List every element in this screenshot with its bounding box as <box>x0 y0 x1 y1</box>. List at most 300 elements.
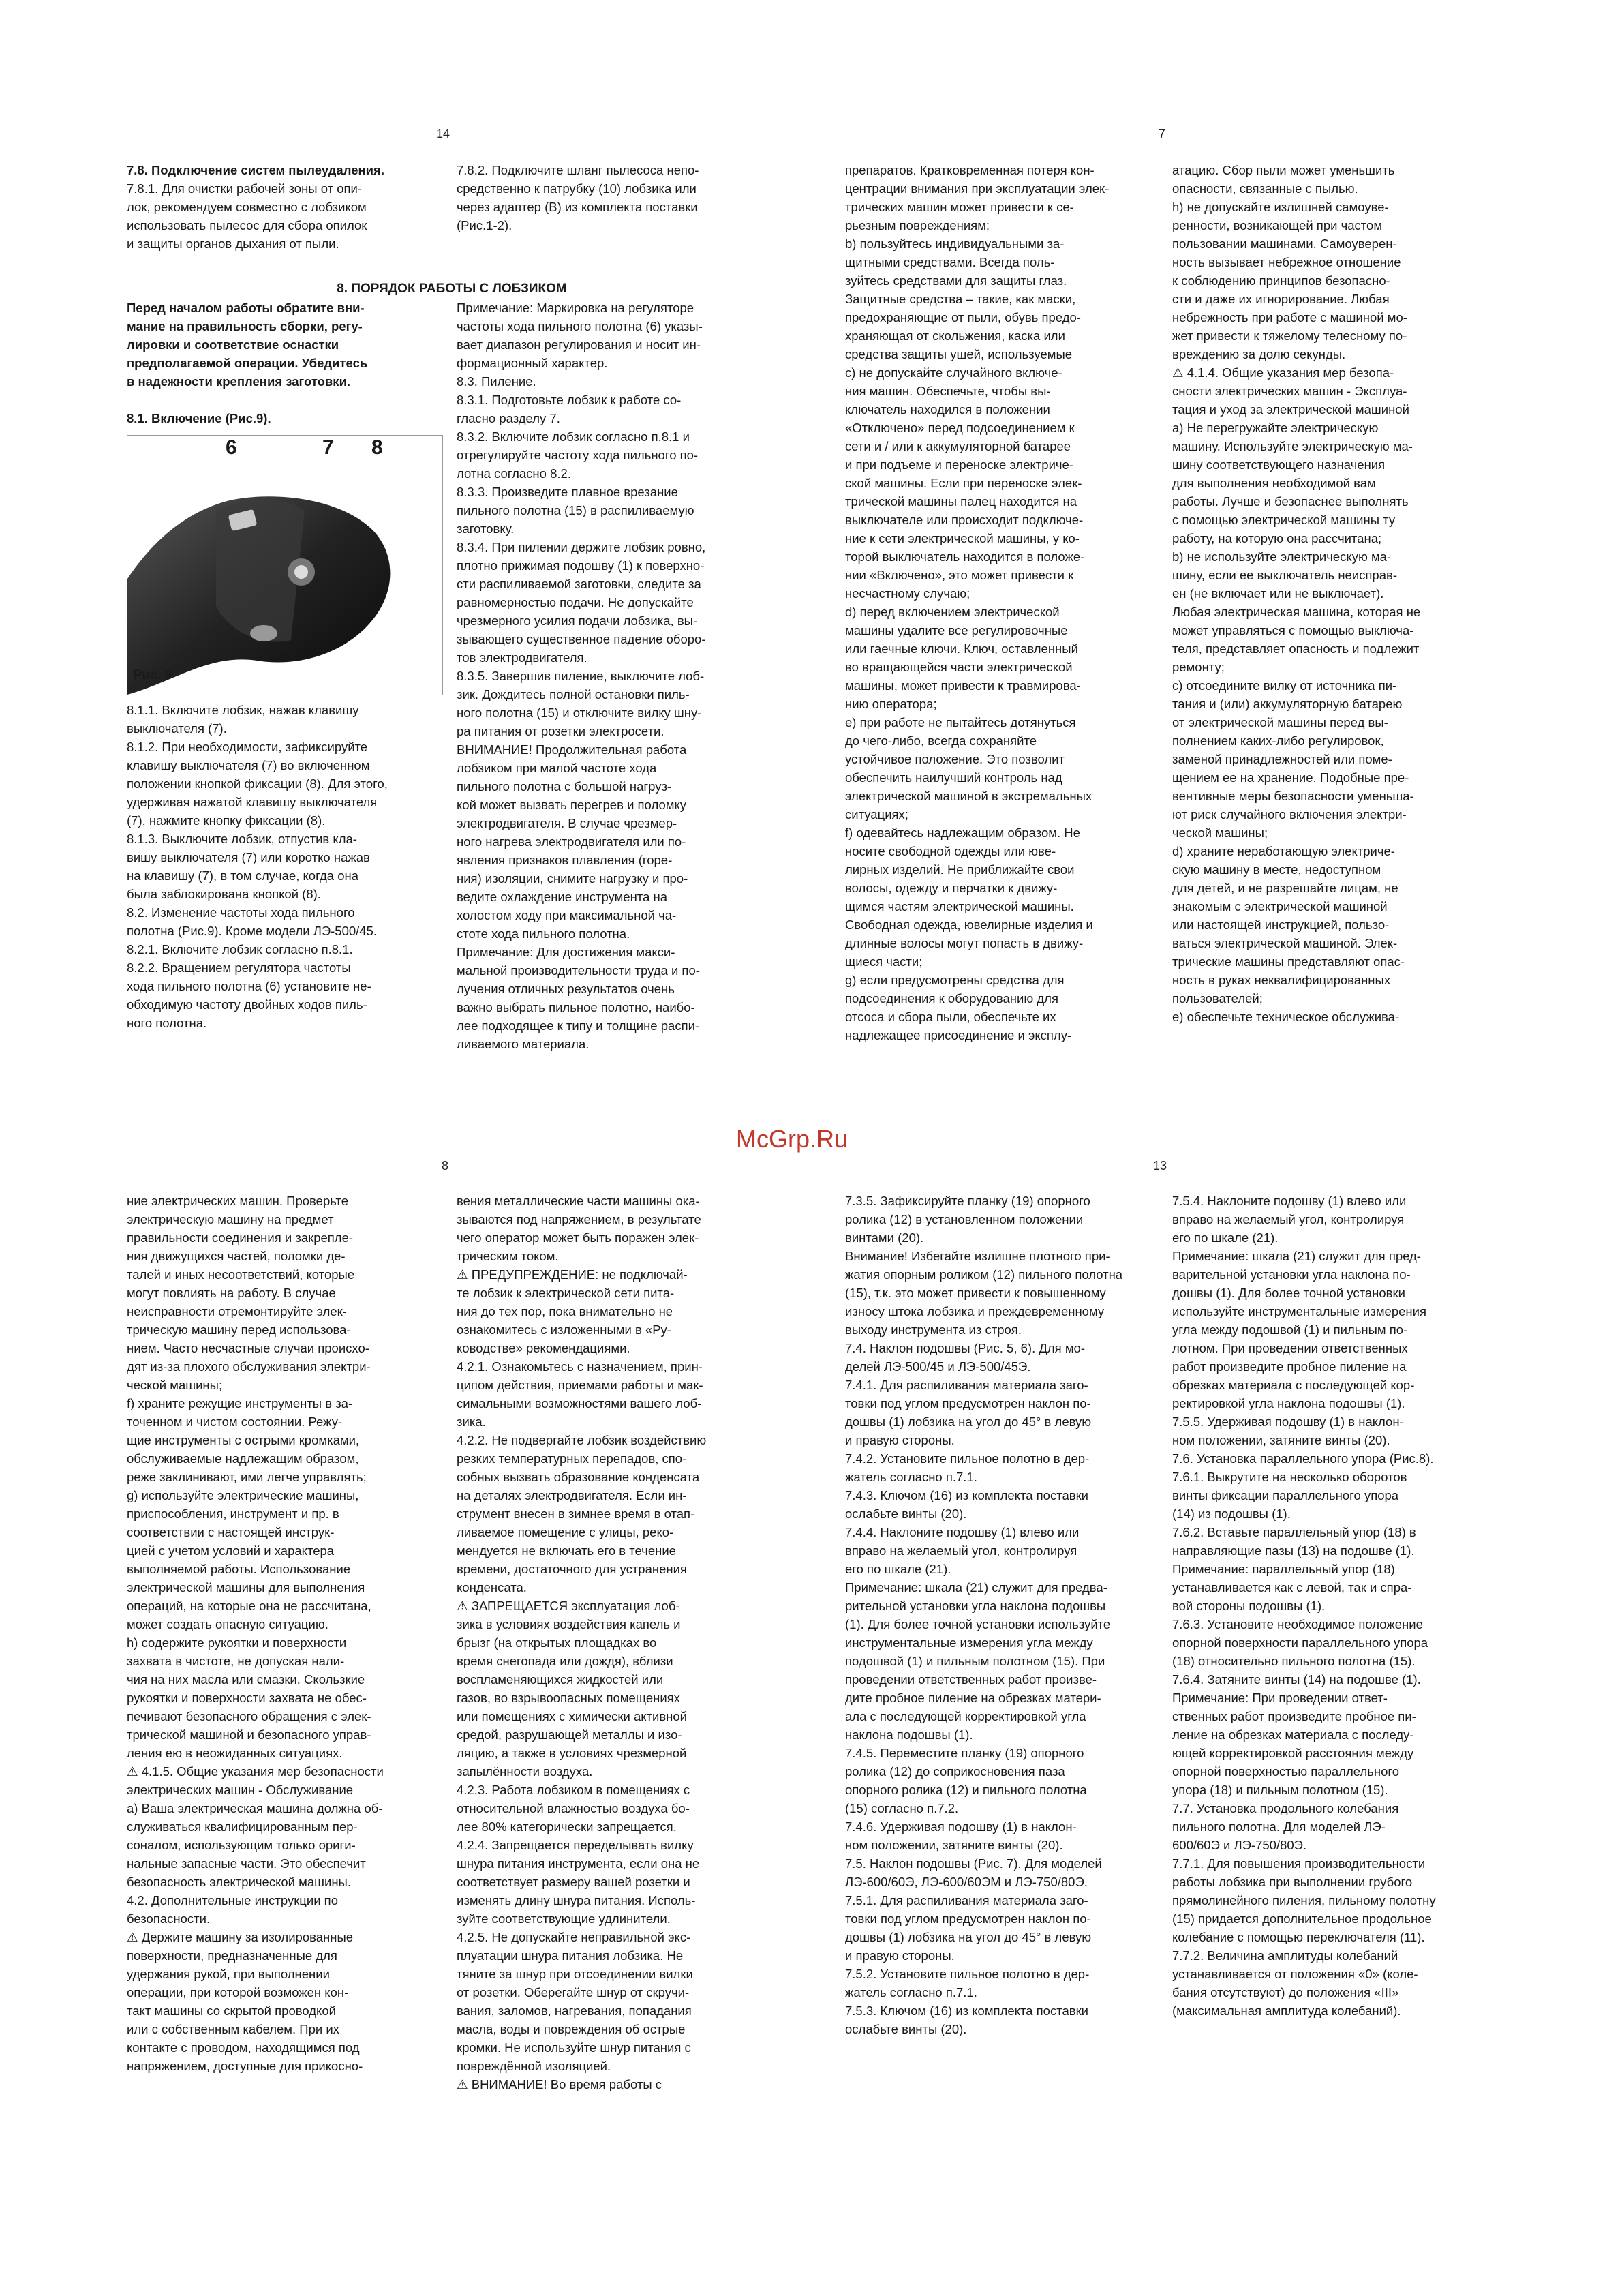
text-line: (14) из подошвы (1). <box>1172 1507 1291 1521</box>
text-line: ния) изоляции, снимите нагрузку и про- <box>457 871 688 886</box>
text-line: и правую стороны. <box>845 1948 955 1963</box>
text-line: вой стороны подошвы (1). <box>1172 1599 1326 1613</box>
text-line: опорной поверхности параллельного упора <box>1172 1635 1428 1650</box>
text-line: несчастному случаю; <box>845 586 970 601</box>
text-line: g) если предусмотрены средства для <box>845 973 1065 987</box>
text-line: прямолинейного пиления, пильному полотну <box>1172 1893 1436 1907</box>
text-line: (7), нажмите кнопку фиксации (8). <box>127 813 326 828</box>
text-line: Свободная одежда, ювелирные изделия и <box>845 918 1093 932</box>
text-line: 8.2.1. Включите лобзик согласно п.8.1. <box>127 942 353 956</box>
text-line: дят из-за плохого обслуживания электри- <box>127 1359 371 1374</box>
text-line: шину, если ее выключатель неисправ- <box>1172 568 1397 582</box>
text-line: 8.1.3. Выключите лобзик, отпустив кла- <box>127 832 357 846</box>
text-line: важно выбрать пильное полотно, наибо- <box>457 1000 695 1014</box>
text-line: симальными возможностями вашего лоб- <box>457 1396 702 1410</box>
text-line: «Отключено» перед подсоединением к <box>845 421 1075 435</box>
text-line: формационный характер. <box>457 356 608 370</box>
text-line: тация и уход за электрической машиной <box>1172 402 1409 417</box>
text-line: ном положении, затяните винты (20). <box>845 1838 1063 1852</box>
text-line: (1). Для более точной установки используйте <box>845 1617 1111 1631</box>
text-line: опасности, связанные с пылью. <box>1172 181 1358 196</box>
text-line: скую машину в месте, недоступном <box>1172 862 1381 877</box>
text-line: шину соответствующего назначения <box>1172 457 1386 472</box>
text-line: 8.1.2. При необходимости, зафиксируйте <box>127 740 368 754</box>
text-line: чия на них масла или смазки. Скользкие <box>127 1672 365 1687</box>
text-line: 7.4.5. Переместите планку (19) опорного <box>845 1746 1084 1760</box>
text-line: 7.7.1. Для повышения производительности <box>1172 1856 1426 1871</box>
text-line: обеспечить наилучший контроль над <box>845 770 1062 785</box>
p14-col2-bottom <box>457 299 777 1053</box>
text-line: обходимую частоту двойных ходов пиль- <box>127 997 367 1012</box>
text-line: упора (18) и пильным полотном (15). <box>1172 1783 1388 1797</box>
text-line: трическую машину перед использова- <box>127 1323 351 1337</box>
text-line: ливаемого материала. <box>457 1037 590 1051</box>
text-line: ют риск случайного включения электри- <box>1172 807 1407 821</box>
text-line: полотна (Рис.9). Кроме модели ЛЭ-500/45. <box>127 924 378 938</box>
text-line: ляцию, а также в условиях чрезмерной <box>457 1746 687 1760</box>
text-line: знакомым с электрической машиной <box>1172 899 1388 913</box>
text-line: электрических машин - Обслуживание <box>127 1783 354 1797</box>
figure-label-6: 6 <box>226 436 237 459</box>
text-line: ние к сети электрической машины, у ко- <box>845 531 1080 545</box>
text-line: 600/60Э и ЛЭ-750/80Э. <box>1172 1838 1307 1852</box>
text-line: ном положении, затяните винты (20). <box>1172 1433 1390 1447</box>
text-line: использовать пылесос для сбора опилок <box>127 218 367 232</box>
text-line: ренности, возникающей при частом <box>1172 218 1383 232</box>
text-line: зуйте соответствующие удлинители. <box>457 1912 671 1926</box>
text-line: собных вызвать образование конденсата <box>457 1470 700 1484</box>
text-line: 8.3.3. Произведите плавное врезание <box>457 485 678 499</box>
text-line: хода пильного полотна (6) установите не- <box>127 979 371 993</box>
text-line: d) храните неработающую электриче- <box>1172 844 1395 858</box>
text-line: d) перед включением электрической <box>845 605 1060 619</box>
text-line: мание на правильность сборки, регу- <box>127 319 363 333</box>
text-line: 8.3.5. Завершив пиление, выключите лоб- <box>457 669 705 683</box>
text-line: трических машин может привести к се- <box>845 200 1074 214</box>
text-line: длинные волосы могут попасть в движу- <box>845 936 1084 950</box>
text-line: пользователей; <box>1172 991 1263 1006</box>
text-line: вает диапазон регулирования и носит ин- <box>457 337 701 352</box>
text-line: ципом действия, приемами работы и мак- <box>457 1378 703 1392</box>
text-line: e) при работе не пытайтесь дотянуться <box>845 715 1076 729</box>
text-line: зываются под напряжением, в результате <box>457 1212 701 1226</box>
text-line: храняющая от скольжения, каска или <box>845 329 1065 343</box>
text-line: ⚠ ЗАПРЕЩАЕТСЯ эксплуатация лоб- <box>457 1599 680 1613</box>
text-line: (максимальная амплитуда колебаний). <box>1172 2004 1401 2018</box>
text-line: 7.4.2. Установите пильное полотно в дер- <box>845 1451 1090 1466</box>
text-line: контакте с проводом, находящимся под <box>127 2040 360 2055</box>
text-line: Примечание: Маркировка на регуляторе <box>457 301 694 315</box>
text-line: щие инструменты с острыми кромками, <box>127 1433 360 1447</box>
text-line: сети и / или к аккумуляторной батарее <box>845 439 1071 453</box>
text-line: тов электродвигателя. <box>457 650 587 665</box>
text-line: машины удалите все регулировочные <box>845 623 1068 637</box>
text-line: шнура питания инструмента, если она не <box>457 1856 700 1871</box>
text-line: приспособления, инструмент и пр. в <box>127 1507 339 1521</box>
text-line: те лобзик к электрической сети пита- <box>457 1286 675 1300</box>
text-line: ческой машины; <box>127 1378 223 1392</box>
text-line: с помощью электрической машины ту <box>1172 513 1396 527</box>
text-line: е) обеспечьте техническое обслужива- <box>1172 1010 1400 1024</box>
text-line: ческой машины; <box>1172 826 1268 840</box>
text-line: конденсата. <box>457 1580 527 1595</box>
text-line: явления признаков плавления (горе- <box>457 853 673 867</box>
text-line: рьезным повреждениям; <box>845 218 990 232</box>
text-line: стоте хода пильного полотна. <box>457 926 630 941</box>
text-line: жатель согласно п.7.1. <box>845 1470 977 1484</box>
text-line: Примечание: При проведении ответ- <box>1172 1691 1388 1705</box>
text-line: ния до тех пор, пока внимательно не <box>457 1304 673 1318</box>
text-line: лок, рекомендуем совместно с лобзиком <box>127 200 367 214</box>
text-line: ала с последующей корректировкой угла <box>845 1709 1086 1723</box>
text-line: варительной установки угла наклона по- <box>1172 1267 1411 1282</box>
text-line: ключатель находился в положении <box>845 402 1050 417</box>
text-line: 8.2. Изменение частоты хода пильного <box>127 905 355 920</box>
text-line: торой выключатель находится в положе- <box>845 549 1085 564</box>
text-line: 7.8.2. Подключите шланг пылесоса непо- <box>457 163 699 177</box>
text-line: холостом ходу при максимальной ча- <box>457 908 677 922</box>
figure-caption: Рис. 9 <box>134 668 172 682</box>
text-line: ознакомитесь с изложенными в «Ру- <box>457 1323 671 1337</box>
text-line: вправо на желаемый угол, контролируя <box>1172 1212 1405 1226</box>
text-line: удержания рукой, при выполнении <box>127 1967 330 1981</box>
text-line: 7.6.2. Вставьте параллельный упор (18) в <box>1172 1525 1416 1539</box>
text-line: ВНИМАНИЕ! Продолжительная работа <box>457 742 687 757</box>
text-line: c) не допускайте случайного включе- <box>845 365 1062 380</box>
text-line: соответствии с настоящей инструк- <box>127 1525 335 1539</box>
text-line: щиеся части; <box>845 954 923 969</box>
text-line: ность в руках неквалифицированных <box>1172 973 1391 987</box>
text-line: или помещениях с химически активной <box>457 1709 688 1723</box>
text-line: сности электрических машин - Эксплуа- <box>1172 384 1407 398</box>
text-line: 7.6.3. Установите необходимое положение <box>1172 1617 1423 1631</box>
text-line: сти и даже их игнорирование. Любая <box>1172 292 1390 306</box>
text-line: f) одевайтесь надлежащим образом. Не <box>845 826 1080 840</box>
text-line: равномерностью подачи. Не допускайте <box>457 595 694 609</box>
text-line: направляющие пазы (13) на подошве (1). <box>1172 1543 1415 1558</box>
text-line: ⚠ 4.1.5. Общие указания мер безопасности <box>127 1764 384 1779</box>
text-line: 4.2.2. Не подвергайте лобзик воздействию <box>457 1433 707 1447</box>
text-line: время снегопада или дождя), вблизи <box>457 1654 673 1668</box>
text-line: а) Ваша электрическая машина должна об- <box>127 1801 383 1815</box>
text-line: электрическую машину на предмет <box>127 1212 334 1226</box>
text-line: машины, может привести к травмирова- <box>845 678 1081 693</box>
text-line: через адаптер (B) из комплекта поставки <box>457 200 698 214</box>
text-line: цией с учетом условий и характера <box>127 1543 335 1558</box>
text-line: волосы, одежду и перчатки к движу- <box>845 881 1058 895</box>
text-line: такт машины со скрытой проводкой <box>127 2004 336 2018</box>
text-line: 7.5.5. Удерживая подошву (1) в наклон- <box>1172 1415 1404 1429</box>
text-line: щимся частям электрической машины. <box>845 899 1074 913</box>
text-line: лирных изделий. Не приближайте свои <box>845 862 1075 877</box>
text-line: зывающего существенное падение оборо- <box>457 632 706 646</box>
text-line: неисправности отремонтируйте элек- <box>127 1304 347 1318</box>
text-line: ской машины. Если при переноске элек- <box>845 476 1082 490</box>
page-number-7: 7 <box>1159 127 1166 140</box>
text-line: винтами (20). <box>845 1230 924 1245</box>
text-line: могут повлиять на работу. В случае <box>127 1286 336 1300</box>
text-line: лотна согласно 8.2. <box>457 466 571 481</box>
text-line: для выполнения необходимой вам <box>1172 476 1376 490</box>
text-line: работ произведите пробное пиление на <box>1172 1359 1407 1374</box>
text-line: b) не используйте электрическую ма- <box>1172 549 1392 564</box>
text-line: дошвы (1) лобзика на угол до 45° в левую <box>845 1415 1092 1429</box>
text-line: центрации внимания при эксплуатации элек- <box>845 181 1110 196</box>
text-line: мальной производительности труда и по- <box>457 963 700 978</box>
text-line: пользовании машинами. Самоуверен- <box>1172 237 1397 251</box>
text-line: 7.4. Наклон подошвы (Рис. 5, 6). Для мо- <box>845 1341 1085 1355</box>
text-line: ного полотна (15) и отключите вилку шну- <box>457 706 702 720</box>
p13-col1 <box>845 1192 1165 2038</box>
text-line: носите свободной одежды или юве- <box>845 844 1056 858</box>
text-line: ление на обрезках материала с последу- <box>1172 1727 1414 1742</box>
text-line: b) пользуйтесь индивидуальными за- <box>845 237 1065 251</box>
text-line: рукоятки и поверхности захвата не обес- <box>127 1691 367 1705</box>
text-line: а) Не перегружайте электрическую <box>1172 421 1379 435</box>
text-line: ющей корректировкой расстояния между <box>1172 1746 1414 1760</box>
p14-heading: 8. ПОРЯДОК РАБОТЫ С ЛОБЗИКОМ <box>337 282 567 296</box>
text-line: газов, во взрывоопасных помещениях <box>457 1691 680 1705</box>
text-line: ⚠ ВНИМАНИЕ! Во время работы с <box>457 2077 662 2091</box>
text-line: частоты хода пильного полотна (6) указы- <box>457 319 703 333</box>
text-line: чрезмерного усилия подачи лобзика, вы- <box>457 614 698 628</box>
text-line: (15), т.к. это может привести к повышенному <box>845 1286 1106 1300</box>
text-line <box>127 391 447 409</box>
text-line: отсоса и сбора пыли, обеспечьте их <box>845 1010 1056 1024</box>
text-line: соналом, использующим только ориги- <box>127 1838 356 1852</box>
text-line: электрической машины для выполнения <box>127 1580 365 1595</box>
text-line: 7.5. Наклон подошвы (Рис. 7). Для моделей <box>845 1856 1102 1871</box>
text-line: и правую стороны. <box>845 1433 955 1447</box>
text-line: лировки и соответствие оснастки <box>127 337 339 352</box>
text-line: пильного полотна (15) в распиливаемую <box>457 503 694 517</box>
page-number-13: 13 <box>1153 1159 1167 1173</box>
figure-label-7: 7 <box>322 436 334 459</box>
text-line: выключателе или происходит подключе- <box>845 513 1084 527</box>
text-line: была заблокирована кнопкой (8). <box>127 887 321 901</box>
text-line: вправо на желаемый угол, контролируя <box>845 1543 1077 1558</box>
text-line: ливаемое помещение с улицы, реко- <box>457 1525 674 1539</box>
text-line: кромки. Не используйте шнур питания с <box>457 2040 691 2055</box>
text-line: f) храните режущие инструменты в за- <box>127 1396 353 1410</box>
text-line: ролика (12) в установленном положении <box>845 1212 1084 1226</box>
text-line: 8.1. Включение (Рис.9). <box>127 411 271 425</box>
text-line: ослабьте винты (20). <box>845 1507 967 1521</box>
text-line: тяните за шнур при отсоединении вилки <box>457 1967 693 1981</box>
text-line: Любая электрическая машина, которая не <box>1172 605 1421 619</box>
text-line: операций, на которые она не рассчитана, <box>127 1599 371 1613</box>
text-line: жатель согласно п.7.1. <box>845 1985 977 1999</box>
figure-label-8: 8 <box>371 436 383 459</box>
text-line: вения металлические части машины ока- <box>457 1194 700 1208</box>
text-line: износу штока лобзика и преждевременному <box>845 1304 1105 1318</box>
text-line: зика. <box>457 1415 486 1429</box>
text-line: сти распиливаемой заготовки, следите за <box>457 577 701 591</box>
text-line: ⚠ 4.1.4. Общие указания мер безопа- <box>1172 365 1394 380</box>
text-line: воспламеняющихся жидкостей или <box>457 1672 664 1687</box>
text-line: вания, заломов, нагревания, попадания <box>457 2004 692 2018</box>
text-line: машину. Используйте электрическую ма- <box>1172 439 1413 453</box>
text-line: ного полотна. <box>127 1016 207 1030</box>
text-line: ролика (12) до соприкосновения паза <box>845 1764 1065 1779</box>
text-line: мендуется не включать его в течение <box>457 1543 676 1558</box>
text-line: ваться электрической машиной. Элек- <box>1172 936 1398 950</box>
text-line: безопасность электрической машины. <box>127 1875 351 1889</box>
text-line: Примечание: параллельный упор (18) <box>1172 1562 1395 1576</box>
text-line: чего оператор может быть поражен элек- <box>457 1230 699 1245</box>
text-line: c) отсоедините вилку от источника пи- <box>1172 678 1397 693</box>
text-line: ЛЭ-600/60Э, ЛЭ-600/60ЭМ и ЛЭ-750/80Э. <box>845 1875 1088 1889</box>
text-line: на клавишу (7), в том случае, когда она <box>127 868 359 883</box>
text-line: резких температурных перепадов, спо- <box>457 1451 687 1466</box>
text-line: опорной поверхностью параллельного <box>1172 1764 1400 1779</box>
text-line: лотном. При проведении ответственных <box>1172 1341 1408 1355</box>
text-line: от розетки. Оберегайте шнур от скручи- <box>457 1985 690 1999</box>
text-line: талей и иных несоответствий, которые <box>127 1267 355 1282</box>
text-line: трические машины представляют опас- <box>1172 954 1405 969</box>
text-line: зика в условиях воздействия капель и <box>457 1617 681 1631</box>
text-line: правильности соединения и закрепле- <box>127 1230 354 1245</box>
text-line: 7.5.2. Установите пильное полотно в дер- <box>845 1967 1090 1981</box>
text-line: предполагаемой операции. Убедитесь <box>127 356 368 370</box>
text-line: трической машиной и безопасного управ- <box>127 1727 371 1742</box>
text-line: 8.3.2. Включите лобзик согласно п.8.1 и <box>457 429 690 444</box>
text-line: Внимание! Избегайте излишне плотного при- <box>845 1249 1110 1263</box>
text-line: нию оператора; <box>845 697 937 711</box>
text-line: повреждённой изоляцией. <box>457 2059 611 2073</box>
text-line: заменой принадлежностей или поме- <box>1172 752 1392 766</box>
text-line: 8.3. Пиление. <box>457 374 536 389</box>
text-line: наклона подошвы (1). <box>845 1727 973 1742</box>
page-number-8: 8 <box>442 1159 449 1173</box>
text-line: угла между подошвой (1) и пильным по- <box>1172 1323 1408 1337</box>
text-line: винты фиксации параллельного упора <box>1172 1488 1399 1502</box>
text-line: 4.2.1. Ознакомьтесь с назначением, прин- <box>457 1359 703 1374</box>
text-line: зик. Дождитесь полной остановки пиль- <box>457 687 690 701</box>
text-line: ⚠ ПРЕДУПРЕЖДЕНИЕ: не подключай- <box>457 1267 688 1282</box>
text-line: на деталях электродвигателя. Если ин- <box>457 1488 687 1502</box>
text-line: жет привести к тяжелому телесному по- <box>1172 329 1407 343</box>
text-line: до чего-либо, всегда сохраняйте <box>845 734 1037 748</box>
text-line: ослабьте винты (20). <box>845 2022 967 2036</box>
text-line: времени, достаточного для устранения <box>457 1562 687 1576</box>
text-line: ния машин. Обеспечьте, чтобы вы- <box>845 384 1051 398</box>
text-line: нии «Включено», это может привести к <box>845 568 1074 582</box>
text-line: изменять длину шнура питания. Исполь- <box>457 1893 696 1907</box>
text-line: напряжением, доступные для прикосно- <box>127 2059 363 2073</box>
text-line: безопасности. <box>127 1912 211 1926</box>
text-line: лее 80% категорически запрещается. <box>457 1819 677 1834</box>
text-line: 7.4.1. Для распиливания материала заго- <box>845 1378 1088 1392</box>
text-line: вреждению за долю секунды. <box>1172 347 1346 361</box>
text-line: Примечание: Для достижения макси- <box>457 945 675 959</box>
text-line: ремонту; <box>1172 660 1225 674</box>
text-line: ведите охлаждение инструмента на <box>457 890 667 904</box>
text-line: или настоящей инструкцией, пользо- <box>1172 918 1390 932</box>
text-line: используйте инструментальные измерения <box>1172 1304 1426 1318</box>
text-line: 4.2.5. Не допускайте неправильной экс- <box>457 1930 691 1944</box>
jigsaw-image <box>127 436 442 695</box>
text-line: обрезках материала с последующей кор- <box>1172 1378 1415 1392</box>
text-line: работы. Лучше и безопаснее выполнять <box>1172 494 1409 509</box>
text-line: Защитные средства – такие, как маски, <box>845 292 1076 306</box>
text-line: точенном и чистом состоянии. Режу- <box>127 1415 343 1429</box>
text-line: средственно к патрубку (10) лобзика или <box>457 181 697 196</box>
text-line: препаратов. Кратковременная потеря кон- <box>845 163 1095 177</box>
text-line: g) используйте электрические машины, <box>127 1488 359 1502</box>
text-line: лее подходящее к типу и толщине распи- <box>457 1018 700 1033</box>
text-line: проведении ответственных работ произве- <box>845 1672 1097 1687</box>
page-number-14: 14 <box>436 127 450 140</box>
text-line: выключателя (7). <box>127 721 227 736</box>
text-line: ректировкой угла наклона подошвы (1). <box>1172 1396 1405 1410</box>
text-line: ния движущихся частей, поломки де- <box>127 1249 346 1263</box>
text-line: его по шкале (21). <box>1172 1230 1279 1245</box>
text-line: 7.5.3. Ключом (16) из комплекта поставки <box>845 2004 1089 2018</box>
text-line: Примечание: шкала (21) служит для пред- <box>1172 1249 1421 1263</box>
text-line: 8.2.2. Вращением регулятора частоты <box>127 961 351 975</box>
text-line: колебание с помощью переключателя (11). <box>1172 1930 1425 1944</box>
text-line: плуатации шнура питания лобзика. Не <box>457 1948 684 1963</box>
p8-col2 <box>457 1192 777 2094</box>
text-line: надлежащее присоединение и эксплу- <box>845 1028 1072 1042</box>
text-line: от электрической машины перед вы- <box>1172 715 1388 729</box>
text-line: 4.2.3. Работа лобзиком в помещениях с <box>457 1783 690 1797</box>
text-line: дите пробное пиление на обрезках матери- <box>845 1691 1101 1705</box>
jigsaw-figure <box>127 435 443 695</box>
text-line: ен (не включает или не выключает). <box>1172 586 1384 601</box>
p14-col1-bottom <box>127 701 447 1032</box>
text-line: масла, воды и повреждения об острые <box>457 2022 686 2036</box>
text-line: вишу выключателя (7) или коротко нажав <box>127 850 370 864</box>
text-line: устанавливается как с левой, так и спра- <box>1172 1580 1412 1595</box>
text-line: работу, на которую она рассчитана; <box>1172 531 1382 545</box>
text-line: электрической машиной в экстремальных <box>845 789 1092 803</box>
p7-col1 <box>845 161 1165 1044</box>
text-line: 7.5.4. Наклоните подошву (1) влево или <box>1172 1194 1407 1208</box>
text-line: Примечание: шкала (21) служит для предва- <box>845 1580 1107 1595</box>
text-line: 7.4.6. Удерживая подошву (1) в наклон- <box>845 1819 1077 1834</box>
text-line: ра питания от розетки электросети. <box>457 724 664 738</box>
text-line: работы лобзика при выполнении грубого <box>1172 1875 1413 1889</box>
text-line: делей ЛЭ-500/45 и ЛЭ-500/45Э. <box>845 1359 1031 1374</box>
text-line: трическим током. <box>457 1249 559 1263</box>
p14-col2-top <box>457 161 777 235</box>
text-line: электродвигателя. В случае чрезмер- <box>457 816 677 830</box>
text-line: 7.3.5. Зафиксируйте планку (19) опорного <box>845 1194 1090 1208</box>
text-line: захвата в чистоте, не допуская нали- <box>127 1654 345 1668</box>
watermark: McGrp.Ru <box>736 1125 848 1153</box>
text-line: или с собственным кабелем. При их <box>127 2022 339 2036</box>
text-line: (18) относительно пильного полотна (15). <box>1172 1654 1416 1668</box>
text-line: брызг (на открытых площадках во <box>457 1635 657 1650</box>
text-line: ние электрических машин. Проверьте <box>127 1194 348 1208</box>
text-line: зуйтесь средствами для защиты глаз. <box>845 273 1067 288</box>
text-line: Перед началом работы обратите вни- <box>127 301 365 315</box>
text-line: (15) согласно п.7.2. <box>845 1801 959 1815</box>
text-line: ситуациях; <box>845 807 908 821</box>
text-line: инструментальные измерения угла между <box>845 1635 1093 1650</box>
text-line: опорного ролика (12) и пильного полотна <box>845 1783 1087 1797</box>
text-line: рительной установки угла наклона подошвы <box>845 1599 1106 1613</box>
text-line: 7.5.1. Для распиливания материала заго- <box>845 1893 1088 1907</box>
text-line: 8.3.1. Подготовьте лобзик к работе со- <box>457 393 682 407</box>
text-line: 7.7. Установка продольного колебания <box>1172 1801 1399 1815</box>
text-line: выходу инструмента из строя. <box>845 1323 1022 1337</box>
text-line: бания отсутствуют) до положения «III» <box>1172 1985 1399 1999</box>
text-line: щитными средствами. Всегда поль- <box>845 255 1055 269</box>
text-line: подошвой (1) и пильным полотном (15). При <box>845 1654 1105 1668</box>
